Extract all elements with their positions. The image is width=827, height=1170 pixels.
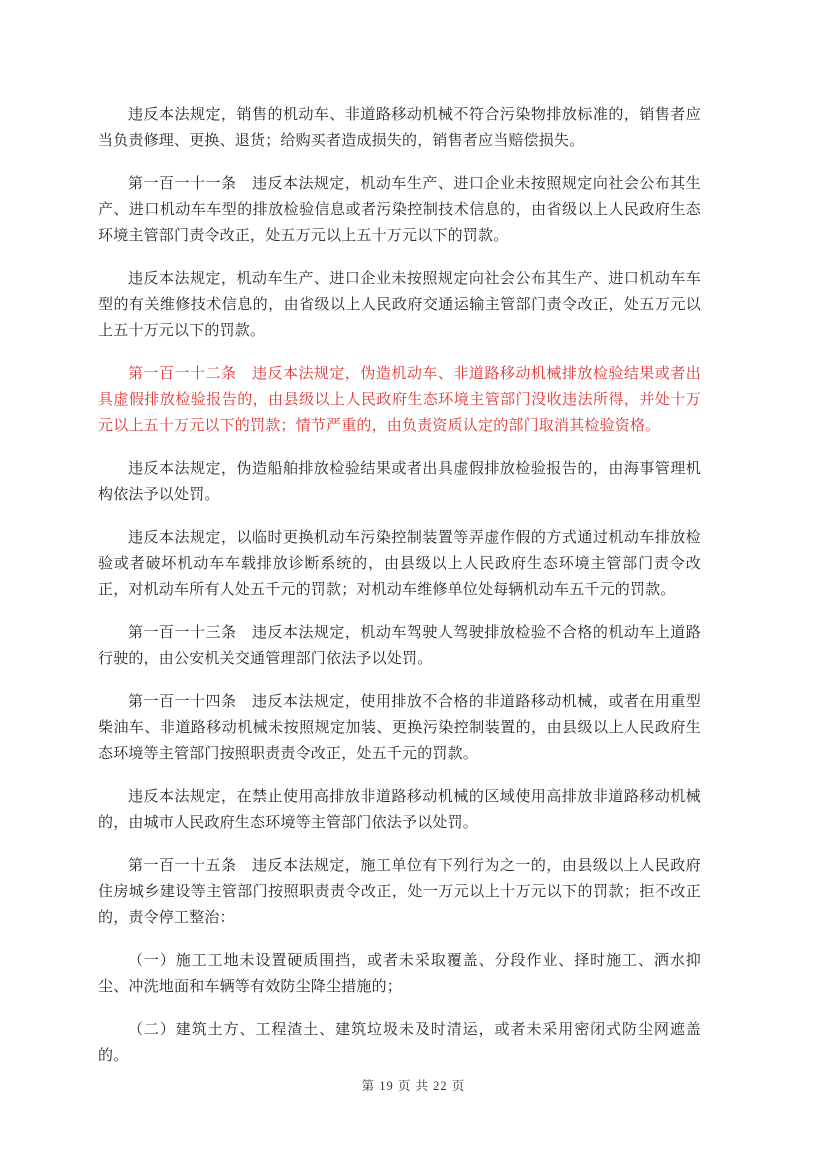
paragraph-list-item-2: （二）建筑土方、工程渣土、建筑垃圾未及时清运，或者未采用密闭式防尘网遮盖的。 [98, 1022, 701, 1064]
document-content [98, 102, 701, 1086]
paragraph-article-112-highlighted: 第一百一十二条 违反本法规定，伪造机动车、非道路移动机械排放检验结果或者出具虚假排放检验报告的，由县级以上人民政府生态环境主管部门没收违法所得，并处十万元以上五十万元以下的罚款；情节严重的，由负责资质认定的部门取消其检验资格。 [98, 366, 701, 434]
paragraph-article-114: 第一百一十四条 违反本法规定，使用排放不合格的非道路移动机械，或者在用重型柴油车、非道路移动机械未按照规定加装、更换污染控制装置的，由县级以上人民政府生态环境等主管部门按照职责责令改正，处五千元的罚款。 [98, 694, 701, 762]
paragraph: 违反本法规定，以临时更换机动车污染控制装置等弄虚作假的方式通过机动车排放检验或者破坏机动车车载排放诊断系统的，由县级以上人民政府生态环境主管部门责令改正，对机动车所有人处五千元的罚款；对机动车维修单位处每辆机动车五千元的罚款。 [98, 530, 701, 598]
paragraph-list-item-1: （一）施工工地未设置硬质围挡，或者未采取覆盖、分段作业、择时施工、洒水抑尘、冲洗地面和车辆等有效防尘降尘措施的； [98, 953, 701, 995]
paragraph: 违反本法规定，销售的机动车、非道路移动机械不符合污染物排放标准的，销售者应当负责修理、更换、退货；给购买者造成损失的，销售者应当赔偿损失。 [98, 107, 701, 149]
paragraph: 违反本法规定，机动车生产、进口企业未按照规定向社会公布其生产、进口机动车车型的有关维修技术信息的，由省级以上人民政府交通运输主管部门责令改正，处五万元以上五十万元以下的罚款。 [98, 271, 701, 339]
paragraph-article-111: 第一百一十一条 违反本法规定，机动车生产、进口企业未按照规定向社会公布其生产、进口机动车车型的排放检验信息或者污染控制技术信息的，由省级以上人民政府生态环境主管部门责令改正，处五万元以上五十万元以下的罚款。 [98, 176, 701, 244]
paragraph-article-113: 第一百一十三条 违反本法规定，机动车驾驶人驾驶排放检验不合格的机动车上道路行驶的，由公安机关交通管理部门依法予以处罚。 [98, 625, 701, 667]
paragraph-article-115: 第一百一十五条 违反本法规定，施工单位有下列行为之一的，由县级以上人民政府住房城乡建设等主管部门按照职责责令改正，处一万元以上十万元以下的罚款；拒不改正的，责令停工整治： [98, 858, 701, 926]
page-footer: 第 19 页 共 22 页 [361, 1079, 466, 1093]
paragraph: 违反本法规定，伪造船舶排放检验结果或者出具虚假排放检验报告的，由海事管理机构依法予以处罚。 [98, 461, 701, 503]
paragraph: 违反本法规定，在禁止使用高排放非道路移动机械的区域使用高排放非道路移动机械的，由城市人民政府生态环境等主管部门依法予以处罚。 [98, 789, 701, 831]
